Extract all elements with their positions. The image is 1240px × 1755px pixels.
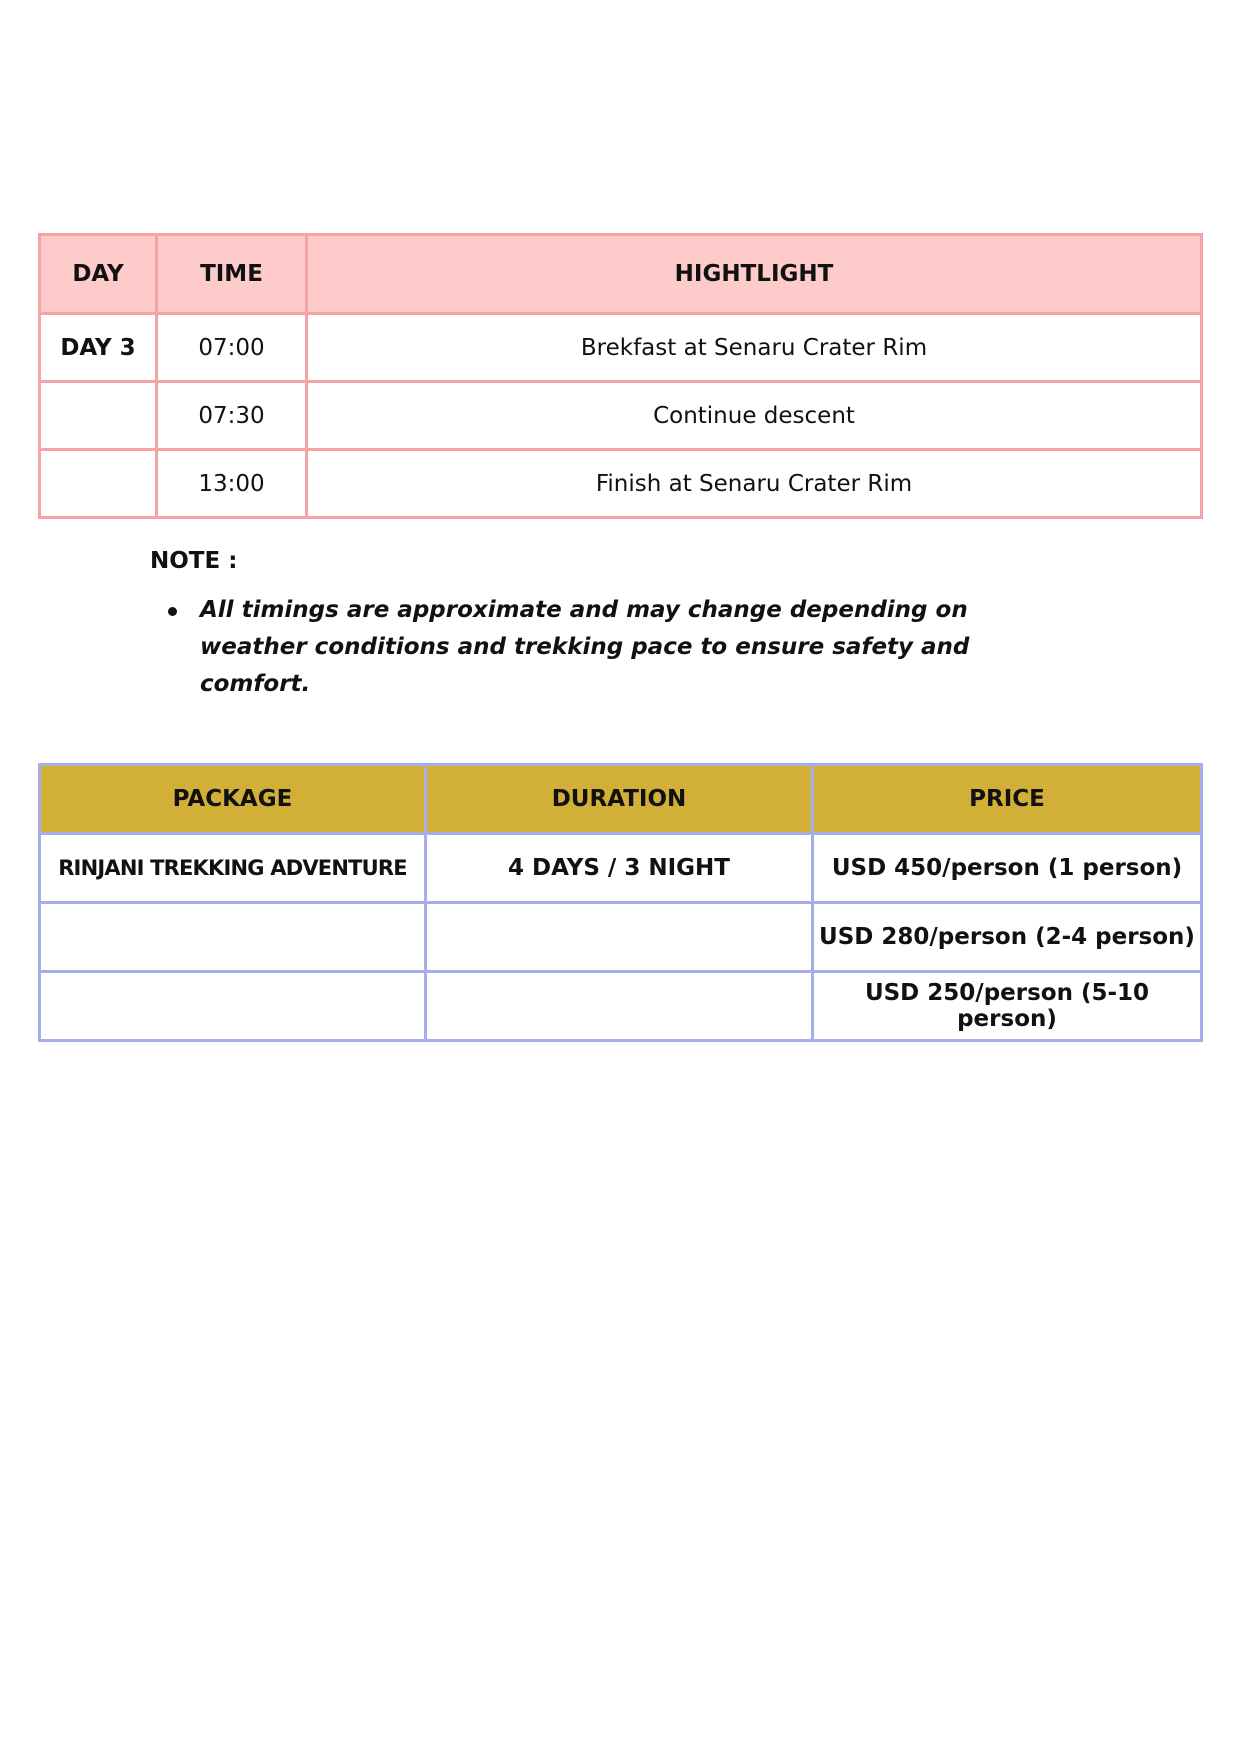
time-cell: 07:00 — [157, 314, 307, 382]
header-day: DAY — [40, 235, 157, 314]
header-highlight: HIGHTLIGHT — [307, 235, 1202, 314]
itinerary-header-row — [40, 235, 1202, 314]
note-text: All timings are approximate and may change depending on weather conditions and trekking pace to ensure safety and comfort. — [200, 597, 970, 697]
package-body — [40, 834, 1202, 1041]
highlight-cell: Brekfast at Senaru Crater Rim — [307, 314, 1202, 382]
itinerary-header — [40, 235, 1202, 314]
header-package: PACKAGE — [40, 765, 426, 834]
package-cell — [40, 972, 426, 1041]
note-section — [150, 548, 1050, 703]
itinerary-table — [38, 233, 1203, 519]
table-row — [40, 450, 1202, 518]
package-cell: RINJANI TREKKING ADVENTURE — [40, 834, 426, 903]
note-item — [200, 592, 1020, 703]
duration-cell: 4 DAYS / 3 NIGHT — [426, 834, 813, 903]
highlight-cell: Finish at Senaru Crater Rim — [307, 450, 1202, 518]
price-cell: USD 250/person (5-10 person) — [813, 972, 1202, 1041]
table-row — [40, 314, 1202, 382]
note-title: NOTE : — [150, 548, 238, 574]
package-header — [40, 765, 1202, 834]
bullet-icon — [168, 607, 177, 616]
package-header-row — [40, 765, 1202, 834]
package-cell — [40, 903, 426, 972]
table-row — [40, 903, 1202, 972]
table-row — [40, 834, 1202, 903]
day-cell — [40, 382, 157, 450]
table-row — [40, 972, 1202, 1041]
duration-cell — [426, 972, 813, 1041]
highlight-cell: Continue descent — [307, 382, 1202, 450]
price-cell: USD 280/person (2-4 person) — [813, 903, 1202, 972]
table-row — [40, 382, 1202, 450]
header-price: PRICE — [813, 765, 1202, 834]
time-cell: 13:00 — [157, 450, 307, 518]
price-cell: USD 450/person (1 person) — [813, 834, 1202, 903]
header-duration: DURATION — [426, 765, 813, 834]
note-list — [150, 592, 1050, 703]
header-time: TIME — [157, 235, 307, 314]
day-cell: DAY 3 — [40, 314, 157, 382]
duration-cell — [426, 903, 813, 972]
time-cell: 07:30 — [157, 382, 307, 450]
day-cell — [40, 450, 157, 518]
itinerary-body — [40, 314, 1202, 518]
package-table — [38, 763, 1203, 1042]
